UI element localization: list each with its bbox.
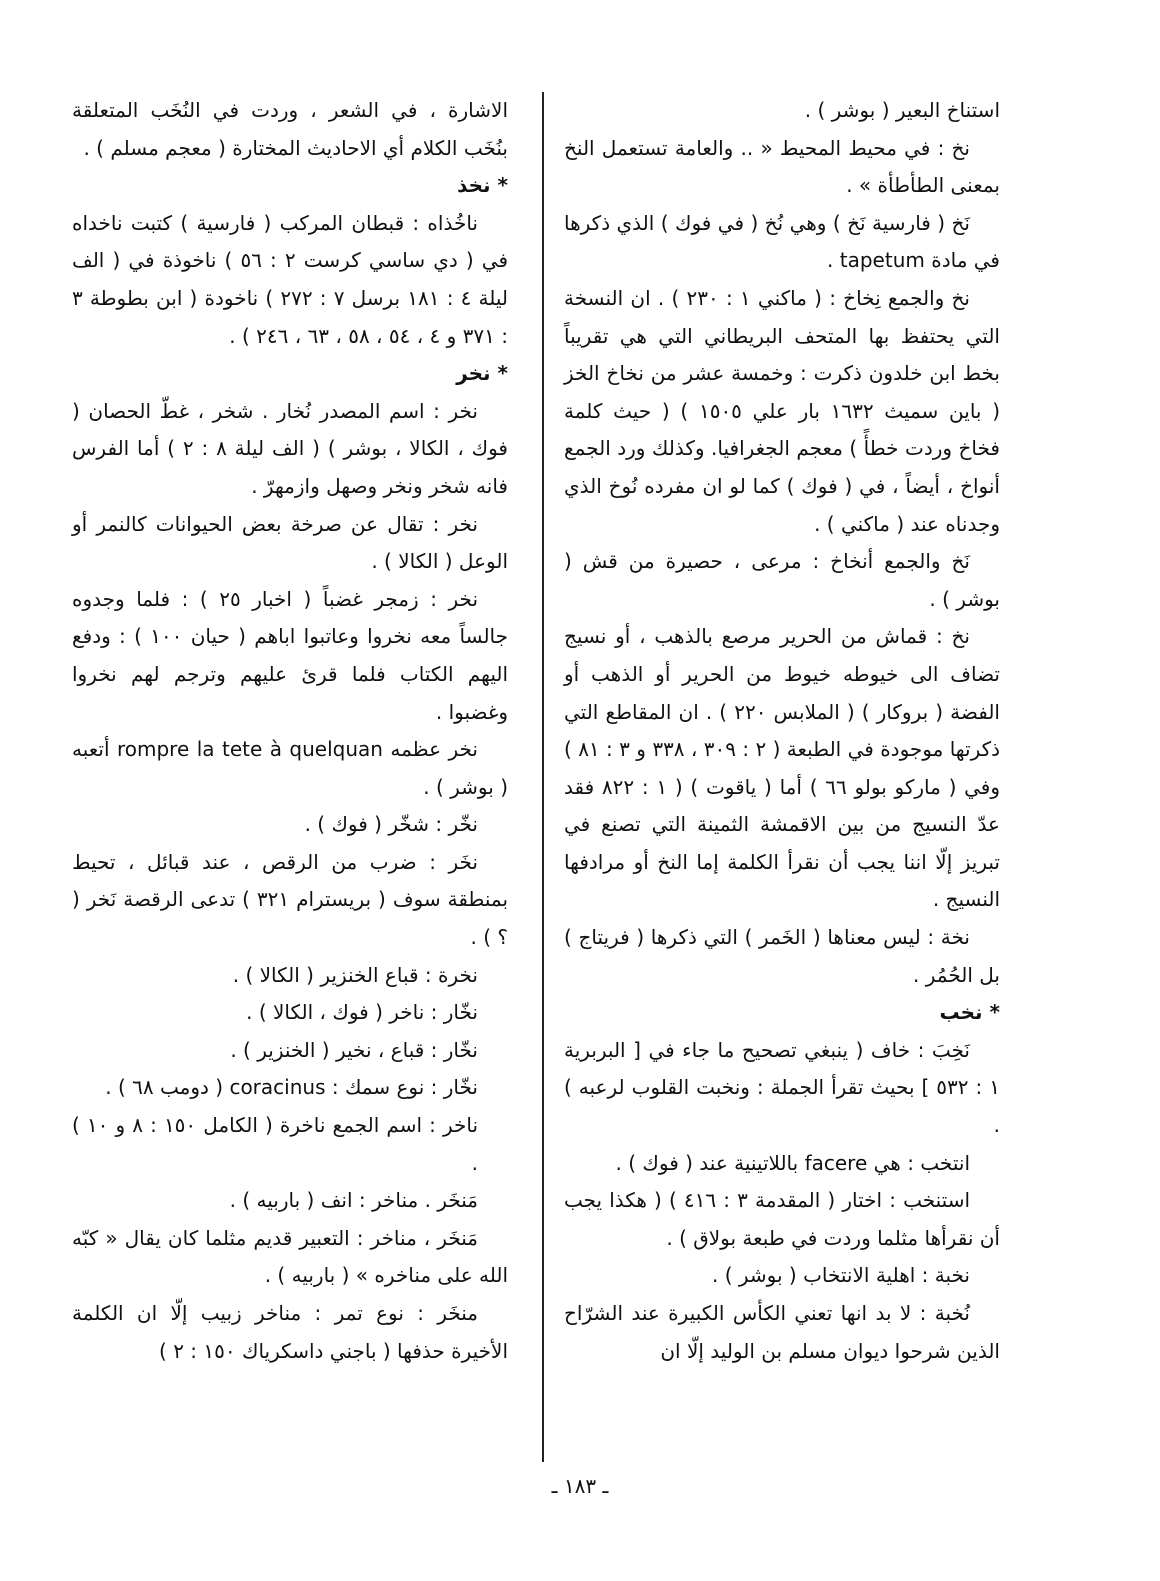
- page-number: ـ ١٨٣ ـ: [551, 1474, 609, 1498]
- dictionary-entry: نخّار : قباع ، نخير ( الخنزير ) .: [230, 1037, 478, 1062]
- dictionary-entry: نخر : زمجر غضباً ( اخبار ٢٥ ) : فلما وجدوه جالساً معه نخروا وعاتبوا اباهم ( حيان ١٠٠ ) : ودفع اليهم الكتاب فلما قرئ عليهم وترجم لهم نخروا وغضبوا .: [72, 586, 508, 724]
- right-column: [564, 92, 1000, 1370]
- dictionary-entry: نخر : تقال عن صرخة بعض الحيوانات كالنمر أو الوعل ( الكالا ) .: [72, 511, 508, 574]
- dictionary-entry: نخَر : ضرب من الرقص ، عند قبائل ، تحيط بمنطقة سوف ( بريسترام ٣٢١ ) تدعى الرقصة نَخر ( ؟ ) .: [72, 849, 509, 950]
- dictionary-entry: نخ : قماش من الحرير مرصع بالذهب ، أو نسيج تضاف الى خيوطه خيوط من الحرير أو الذهب أو الفضة ( بروكار ) ( الملابس ٢٢٠ ) . ان المقاطع التي ذكرتها موجودة في الطبعة ( ٢ : ٣٠٩ ، ٣٣٨ و ٣ : ٨١ ) وفي ( ماركو بولو ٦٦ ) أما ( ياقوت ) ( ١ : ٨٢٢ فقد عدّ النسيج من بين الاقمشة الثمينة التي تصنع في تبريز إلّا اننا يجب أن نقرأ الكلمة إما النخ أو مرادفها النسيج .: [564, 624, 1001, 912]
- dictionary-entry: ناخر : اسم الجمع ناخرة ( الكامل ١٥٠ : ٨ و ١٠ ) .: [72, 1113, 479, 1175]
- dictionary-entry: نخّار : نوع سمك : coracinus ( دومب ٦٨ ) .: [105, 1075, 478, 1100]
- dictionary-entry: انتخب : هي facere باللاتينية عند ( فوك ) .: [615, 1150, 970, 1175]
- dictionary-entry: نخرة : قباع الخنزير ( الكالا ) .: [232, 962, 478, 987]
- section-heading: * نخر: [456, 361, 508, 386]
- dictionary-entry: نخ : في محيط المحيط « .. والعامة تستعمل النخ بمعنى الطأطأة » .: [564, 135, 1000, 198]
- column-divider: [542, 92, 544, 1462]
- dictionary-entry: ناخُذاه : قبطان المركب ( فارسية ) كتبت ناخداه في ( دي ساسي كرست ٢ : ٥٦ ) ناخوذة في ( الف ليلة ٤ : ١٨١ برسل ٧ : ٢٧٢ ) ناخودة ( ابن بطوطة ٣ : ٣٧١ و ٤ ، ٥٤ ، ٥٨ ، ٦٣ ، ٢٤٦ ) .: [72, 210, 509, 348]
- dictionary-entry: نَخِبَ : خاف ( ينبغي تصحيح ما جاء في [ البربرية ١ : ٥٣٢ ] بحيث تقرأ الجملة : ونخبت القلوب لرعبه ) .: [564, 1037, 1000, 1138]
- dictionary-entry: الاشارة ، في الشعر ، وردت في النُخَب المتعلقة بنُخَب الكلام أي الاحاديث المختارة ( معجم مسلم ) .: [72, 98, 508, 160]
- dictionary-entry: نخبة : اهلية الانتخاب ( بوشر ) .: [711, 1263, 970, 1288]
- dictionary-entry: نَخ والجمع أنخاخ : مرعى ، حصيرة من قش ( بوشر ) .: [564, 549, 1000, 611]
- dictionary-entry: مَنخَر ، مناخر : التعبير قديم مثلما كان يقال « كبّه الله على مناخره » ( باربيه ) .: [72, 1225, 508, 1288]
- dictionary-entry: استنخب : اختار ( المقدمة ٣ : ٤١٦ ) ( هكذا يجب أن نقرأها مثلما وردت في طبعة بولاق ) .: [564, 1188, 1000, 1250]
- dictionary-entry: استناخ البعير ( بوشر ) .: [804, 98, 1000, 122]
- dictionary-entry: منخَر : نوع تمر : مناخر زبيب إلّا ان الكلمة الأخيرة حذفها ( باجني داسكرياك ١٥٠ : ٢ ): [72, 1301, 508, 1363]
- dictionary-entry: نخة : ليس معناها ( الخَمر ) التي ذكرها ( فريتاج ) بل الحُمُر .: [564, 925, 1000, 987]
- dictionary-entry: نخر : اسم المصدر نُخار . شخر ، غطّ الحصان ( فوك ، الكالا ، بوشر ) ( الف ليلة ٨ : ٢ ) أما الفرس فانه شخر ونخر وصهل وازمهرّ .: [72, 398, 508, 498]
- section-heading: * نخذ: [457, 173, 508, 198]
- section-heading: * نخب: [939, 1000, 1000, 1025]
- dictionary-entry: نخ والجمع نِخاخ : ( ماكني ١ : ٢٣٠ ) . ان النسخة التي يحتفظ بها المتحف البريطاني التي هي تقريباً بخط ابن خلدون ذكرت : وخمسة عشر من نخاخ الخز ( باين سميث ١٦٣٢ بار علي ١٥٠٥ ) ( حيث كلمة فخاخ وردت خطأً ) معجم الجغرافيا. وكذلك ورد الجمع أنواخ ، أيضاً ، في ( فوك ) كما لو ان مفرده نُوخ الذي وجدناه عند ( ماكني ) .: [564, 285, 1000, 536]
- dictionary-entry: نخّر : شخّر ( فوك ) .: [304, 812, 478, 837]
- left-column: [72, 92, 508, 1370]
- dictionary-entry: نُخبة : لا بد انها تعني الكأس الكبيرة عند الشرّاح الذين شرحوا ديوان مسلم بن الوليد إلّا ان: [564, 1301, 1000, 1363]
- dictionary-entry: نَخ ( فارسية نَخ ) وهي نُخ ( في فوك ) الذي ذكرها في مادة tapetum .: [564, 210, 1000, 273]
- dictionary-entry: نخر عظمه rompre la tete à quelquan أتعبه ( بوشر ) .: [72, 737, 508, 799]
- dictionary-entry: نخّار : ناخر ( فوك ، الكالا ) .: [246, 1000, 478, 1025]
- dictionary-entry: مَنخَر . مناخر : انف ( باربيه ) .: [229, 1188, 478, 1213]
